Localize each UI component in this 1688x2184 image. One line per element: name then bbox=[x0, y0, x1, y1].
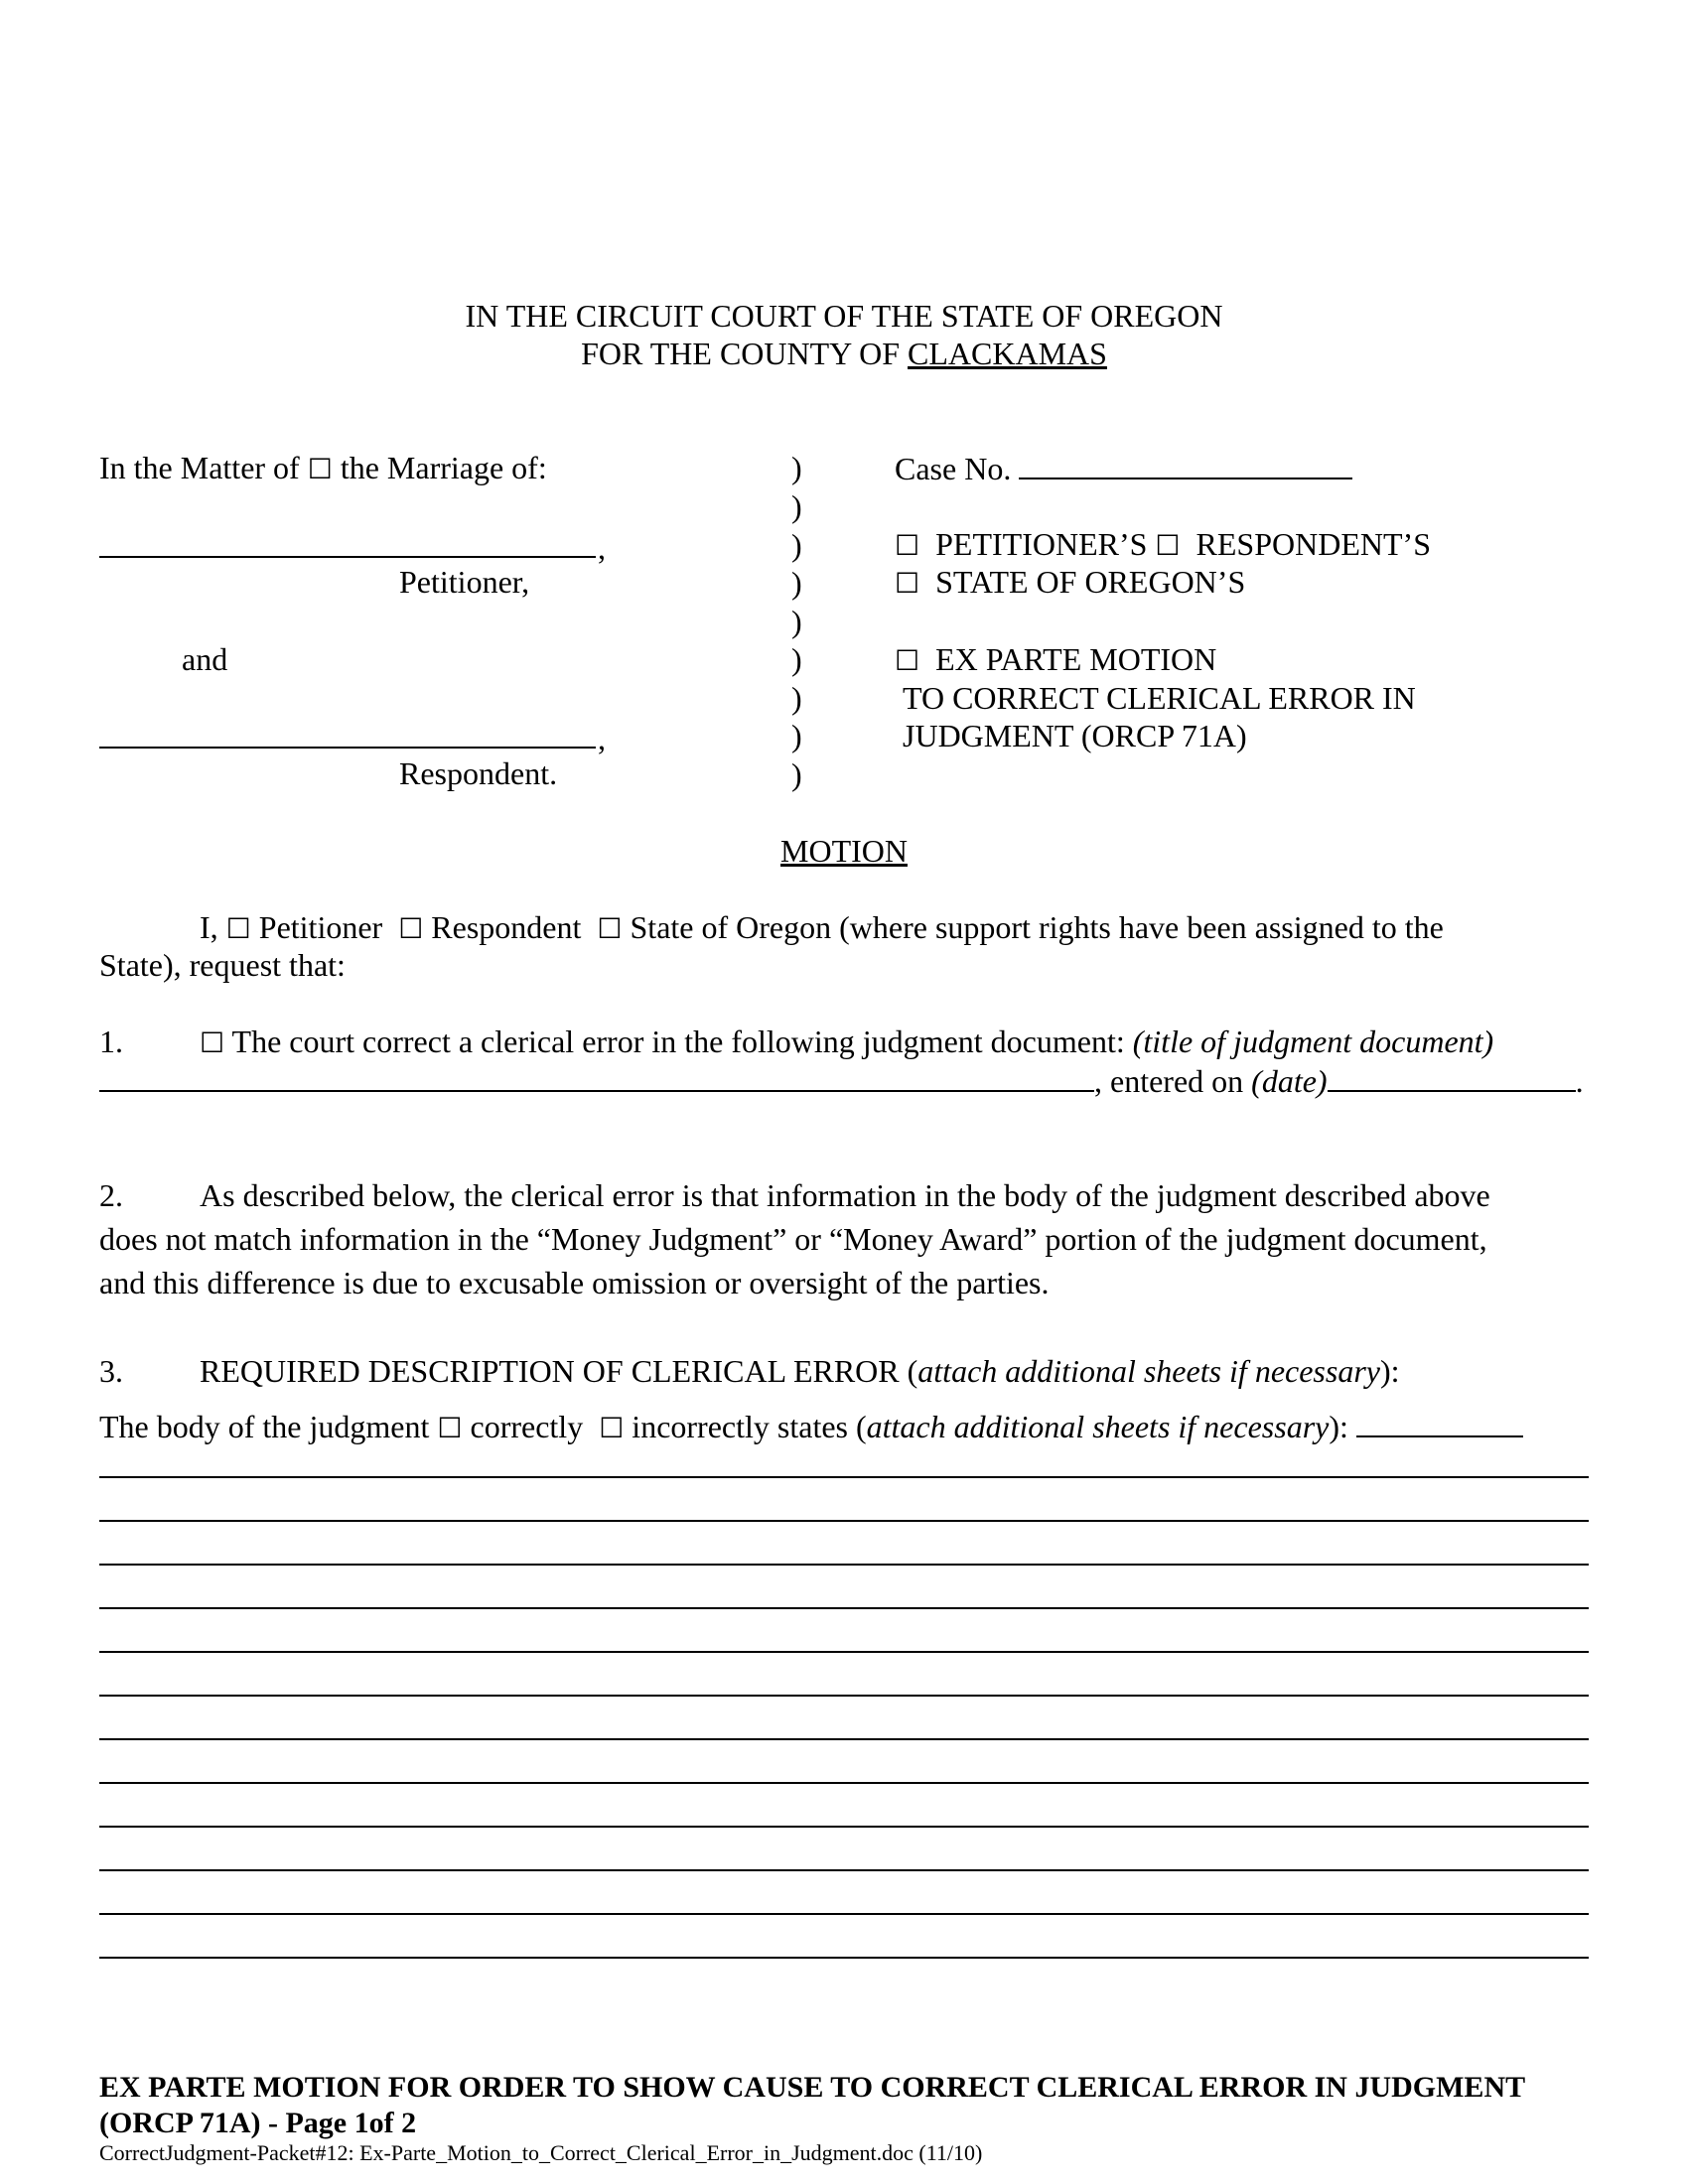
and-label: and bbox=[182, 641, 228, 677]
judgment-title-field[interactable] bbox=[99, 1064, 1094, 1092]
description-line[interactable] bbox=[99, 1607, 1589, 1609]
item1-title-hint: (title of judgment document) bbox=[1132, 1024, 1494, 1059]
description-line[interactable] bbox=[99, 1520, 1589, 1522]
respondent-label: Respondent. bbox=[399, 755, 558, 791]
item3-body-attach-hint: attach additional sheets if necessary bbox=[866, 1409, 1330, 1444]
footer-title-line2: (ORCP 71A) - Page 1of 2 bbox=[99, 2107, 417, 2139]
ex-parte-label: EX PARTE MOTION bbox=[935, 641, 1217, 677]
intro-state-checkbox[interactable]: ☐ bbox=[597, 912, 623, 945]
case-number-field[interactable] bbox=[1019, 452, 1352, 479]
item2-line3: and this difference is due to excusable omission or oversight of the parties. bbox=[99, 1265, 1050, 1300]
judgment-date-field[interactable] bbox=[1328, 1064, 1576, 1092]
intro-state-label: State of Oregon (where support rights have been assigned to the bbox=[622, 909, 1444, 945]
item1-entered-on: , entered on bbox=[1094, 1063, 1252, 1099]
description-line[interactable] bbox=[99, 1782, 1589, 1784]
intro-petitioner-label: Petitioner bbox=[250, 909, 383, 945]
item2-number: 2. bbox=[99, 1177, 123, 1213]
caption-paren: ) bbox=[791, 450, 802, 485]
description-line[interactable] bbox=[99, 1869, 1589, 1871]
item3-body-prefix: The body of the judgment bbox=[99, 1409, 438, 1444]
document-title-line3: JUDGMENT (ORCP 71A) bbox=[903, 718, 1247, 753]
footer-title-line1: EX PARTE MOTION FOR ORDER TO SHOW CAUSE TO CORRECT CLERICAL ERROR IN JUDGMENT bbox=[99, 2071, 1526, 2104]
intro-line2: State), request that: bbox=[99, 947, 346, 983]
footer-file-info: CorrectJudgment-Packet#12: Ex-Parte_Motion_to_Correct_Clerical_Error_in_Judgment.doc (11/10) bbox=[99, 2140, 983, 2165]
court-heading: IN THE CIRCUIT COURT OF THE STATE OF OREGON bbox=[465, 298, 1223, 334]
ex-parte-line bbox=[895, 643, 1216, 675]
respondents-label: RESPONDENT’S bbox=[1196, 526, 1431, 562]
motion-heading: MOTION bbox=[780, 833, 908, 869]
respondents-checkbox[interactable]: ☐ bbox=[1155, 529, 1181, 562]
item3-heading: REQUIRED DESCRIPTION OF CLERICAL ERROR ( bbox=[200, 1353, 918, 1389]
item1-period: . bbox=[1575, 1063, 1584, 1099]
caption-paren: ) bbox=[791, 641, 802, 677]
intro-line bbox=[200, 911, 1444, 943]
petitioner-label: Petitioner, bbox=[399, 564, 530, 600]
state-of-oregons-checkbox[interactable]: ☐ bbox=[895, 567, 920, 600]
petitioner-comma: , bbox=[598, 530, 606, 566]
petitioners-checkbox[interactable]: ☐ bbox=[895, 529, 920, 562]
caption-paren: ) bbox=[791, 527, 802, 563]
item1-line bbox=[200, 1025, 1493, 1057]
case-number-label: Case No. bbox=[895, 451, 1020, 486]
item1-checkbox[interactable]: ☐ bbox=[200, 1026, 225, 1059]
party-type-line bbox=[895, 528, 1431, 560]
case-number-line bbox=[895, 452, 1352, 484]
document-title-line2: TO CORRECT CLERICAL ERROR IN bbox=[903, 680, 1416, 716]
caption-paren: ) bbox=[791, 680, 802, 716]
marriage-checkbox[interactable]: ☐ bbox=[307, 453, 333, 485]
description-line[interactable] bbox=[99, 1695, 1589, 1697]
description-line[interactable] bbox=[99, 1476, 1589, 1478]
respondent-comma: , bbox=[598, 721, 606, 756]
petitioner-name-field[interactable] bbox=[99, 530, 596, 558]
state-of-oregons-label: STATE OF OREGON’S bbox=[935, 564, 1246, 600]
matter-line bbox=[99, 452, 547, 483]
petitioners-label: PETITIONER’S bbox=[935, 526, 1148, 562]
item3-heading-end: ): bbox=[1379, 1353, 1400, 1389]
state-party-line bbox=[895, 566, 1245, 598]
incorrectly-checkbox[interactable]: ☐ bbox=[599, 1412, 625, 1444]
item1-line2 bbox=[99, 1064, 1584, 1097]
item2-line2: does not match information in the “Money Judgment” or “Money Award” portion of the judgment document, bbox=[99, 1221, 1487, 1257]
caption-paren: ) bbox=[791, 565, 802, 601]
matter-prefix: In the Matter of bbox=[99, 450, 308, 485]
intro-respondent-checkbox[interactable]: ☐ bbox=[398, 912, 424, 945]
item1-text: The court correct a clerical error in the following judgment document: bbox=[224, 1024, 1133, 1059]
county-name: CLACKAMAS bbox=[908, 336, 1107, 371]
item1-number: 1. bbox=[99, 1024, 123, 1059]
caption-paren: ) bbox=[791, 488, 802, 524]
caption-paren: ) bbox=[791, 756, 802, 792]
item1-date-hint: (date) bbox=[1251, 1063, 1328, 1099]
item3-number: 3. bbox=[99, 1353, 123, 1389]
item3-body-end: ): bbox=[1329, 1409, 1356, 1444]
description-line[interactable] bbox=[99, 1913, 1589, 1915]
incorrectly-label: incorrectly states ( bbox=[624, 1409, 867, 1444]
caption-paren: ) bbox=[791, 604, 802, 639]
correctly-label: correctly bbox=[462, 1409, 592, 1444]
county-heading bbox=[0, 338, 1688, 369]
intro-petitioner-checkbox[interactable]: ☐ bbox=[225, 912, 251, 945]
description-line[interactable] bbox=[99, 1651, 1589, 1653]
matter-suffix: the Marriage of: bbox=[332, 450, 547, 485]
description-line[interactable] bbox=[99, 1826, 1589, 1828]
item2-line1: As described below, the clerical error is that information in the body of the judgment described above bbox=[200, 1177, 1490, 1213]
description-line[interactable] bbox=[99, 1738, 1589, 1740]
description-line[interactable] bbox=[99, 1564, 1589, 1566]
county-prefix: FOR THE COUNTY OF bbox=[581, 336, 908, 371]
caption-paren: ) bbox=[791, 718, 802, 753]
description-line[interactable] bbox=[99, 1957, 1589, 1959]
item3-heading-line bbox=[200, 1355, 1400, 1387]
correctly-checkbox[interactable]: ☐ bbox=[437, 1412, 463, 1444]
description-field-start[interactable] bbox=[1356, 1410, 1523, 1437]
respondent-name-field[interactable] bbox=[99, 721, 596, 749]
item3-attach-hint: attach additional sheets if necessary bbox=[917, 1353, 1380, 1389]
intro-respondent-label: Respondent bbox=[423, 909, 582, 945]
item3-body-line bbox=[99, 1410, 1523, 1442]
intro-i: I, bbox=[200, 909, 226, 945]
ex-parte-checkbox[interactable]: ☐ bbox=[895, 644, 920, 677]
